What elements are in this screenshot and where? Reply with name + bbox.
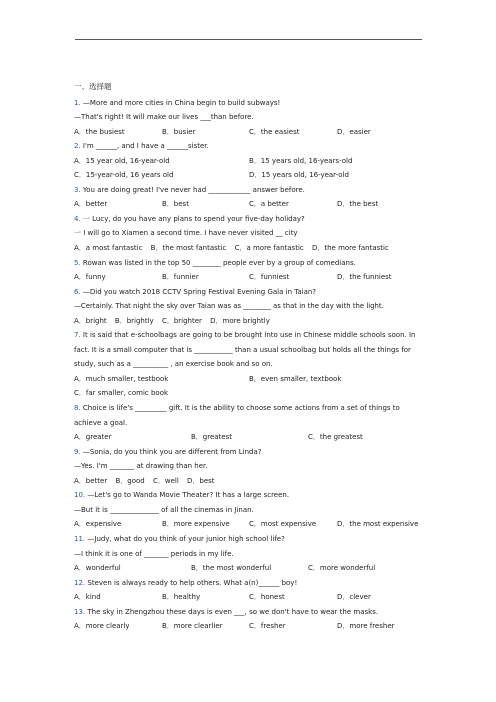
option-c[interactable]: C．more wonderful xyxy=(308,564,376,573)
option-b[interactable]: B．healthy xyxy=(162,593,201,602)
option-c[interactable]: C．the easiest xyxy=(249,127,300,136)
question-11-options xyxy=(74,561,424,576)
question-text: Choice is life's _________ gift. It is the ability to choose some actions from a set of things to achieve a goal. xyxy=(74,404,400,427)
question-6-options xyxy=(74,314,424,329)
question-number: 13. xyxy=(74,607,86,616)
question-10-options xyxy=(74,517,424,532)
option-c[interactable]: C．brighter xyxy=(161,316,202,325)
option-d[interactable]: D．the best xyxy=(337,200,379,209)
question-text: It is said that e-schoolbags are going to be brought into use in Chinese middle schools soon. In fact. It is a small computer that is ___________ than a usual schoolbag but holds all the things for study, such as a __________ , an exercise book and so on. xyxy=(74,331,416,369)
option-d[interactable]: D．more brightly xyxy=(210,316,270,325)
option-a[interactable]: A．expensive xyxy=(74,520,122,529)
question-text: —Let's go to Wanda Movie Theater? It has a large screen. xyxy=(87,491,290,500)
question-6-line2: —Certainly. That night the sky over Taian was as ________ as that in the day with the light. xyxy=(74,302,384,311)
question-2-stem xyxy=(74,139,424,154)
question-number: 7. xyxy=(74,331,81,340)
question-1-stem xyxy=(74,96,424,111)
question-5-stem xyxy=(74,256,424,271)
option-d[interactable]: D．15 years old, 16-year-old xyxy=(249,171,349,180)
question-3-stem xyxy=(74,183,424,198)
option-b[interactable]: B．best xyxy=(162,200,189,209)
option-c[interactable]: C．fresher xyxy=(249,622,286,631)
question-10-stem xyxy=(74,488,424,503)
question-text: You are doing great! I've never had ____________ answer before. xyxy=(82,185,305,194)
option-d[interactable]: D．the more fantastic xyxy=(311,244,389,253)
question-1-line2: —That's right! It will make our lives ___than before. xyxy=(74,113,254,122)
option-a[interactable]: A．funny xyxy=(74,273,106,282)
option-c[interactable]: C．15-year-old, 16 years old xyxy=(74,171,174,180)
question-7-stem xyxy=(74,328,424,372)
option-d[interactable]: D．the most expensive xyxy=(337,520,419,529)
question-number: 4. xyxy=(74,214,81,223)
option-b[interactable]: B．more clearlier xyxy=(162,622,223,631)
option-a[interactable]: A．a most fantastic xyxy=(74,244,143,253)
header-rule xyxy=(75,39,422,40)
question-text: —More and more cities in China begin to build subways! xyxy=(82,98,281,107)
question-9-options xyxy=(74,474,424,489)
option-a[interactable]: A．greater xyxy=(74,433,112,442)
option-a[interactable]: A．15 year old, 16-year-old xyxy=(74,156,170,165)
question-number: 5. xyxy=(74,258,81,267)
option-a[interactable]: A．wonderful xyxy=(74,564,121,573)
question-text: I'm ______, and I have a ______sister. xyxy=(82,142,209,151)
question-sheet xyxy=(74,80,424,634)
option-b[interactable]: B．busier xyxy=(162,127,196,136)
option-a[interactable]: A．the busiest xyxy=(74,127,125,136)
question-3-options xyxy=(74,197,424,212)
option-c[interactable]: C．far smaller, comic book xyxy=(74,389,169,398)
option-b[interactable]: B．the most fantastic xyxy=(150,244,227,253)
question-number: 11. xyxy=(74,534,86,543)
option-a[interactable]: A．better xyxy=(74,476,108,485)
question-2-options-row2 xyxy=(74,168,424,183)
question-number: 9. xyxy=(74,447,81,456)
option-c[interactable]: C．honest xyxy=(249,593,285,602)
question-8-stem xyxy=(74,401,424,430)
option-b[interactable]: B．15 years old, 16-years-old xyxy=(249,156,353,165)
option-c[interactable]: C．funniest xyxy=(249,273,290,282)
option-a[interactable]: A．bright xyxy=(74,316,107,325)
section-title: 一、选择题 xyxy=(74,82,112,91)
question-2-options-row1 xyxy=(74,154,424,169)
question-9-stem xyxy=(74,445,424,460)
question-number: 6. xyxy=(74,287,81,296)
question-12-stem xyxy=(74,576,424,591)
option-d[interactable]: D．best xyxy=(187,476,215,485)
question-number: 3. xyxy=(74,185,81,194)
option-a[interactable]: A．much smaller, testbook xyxy=(74,374,169,383)
option-c[interactable]: C．a more fantastic xyxy=(234,244,304,253)
option-b[interactable]: B．greatest xyxy=(191,433,233,442)
question-number: 8. xyxy=(74,404,81,413)
question-number: 12. xyxy=(74,578,86,587)
option-b[interactable]: B．the most wonderful xyxy=(191,564,272,573)
question-6-stem xyxy=(74,285,424,300)
question-text: —Judy, what do you think of your junior high school life? xyxy=(87,534,285,543)
question-number: 1. xyxy=(74,98,81,107)
option-d[interactable]: D．more fresher xyxy=(337,622,395,631)
question-4-stem xyxy=(74,212,424,227)
question-11-stem xyxy=(74,532,424,547)
question-1-options xyxy=(74,125,424,140)
option-b[interactable]: B．even smaller, textbook xyxy=(249,374,342,383)
question-number: 10. xyxy=(74,491,86,500)
option-a[interactable]: A．better xyxy=(74,200,108,209)
option-d[interactable]: D．easier xyxy=(337,127,371,136)
option-c[interactable]: C．a better xyxy=(249,200,289,209)
question-5-options xyxy=(74,270,424,285)
option-a[interactable]: A．more clearly xyxy=(74,622,130,631)
question-7-options-row1 xyxy=(74,372,424,387)
question-text: —Did you watch 2018 CCTV Spring Festival Evening Gala in Taian? xyxy=(82,287,317,296)
question-7-options-row2 xyxy=(74,386,424,401)
option-c[interactable]: C．most expensive xyxy=(249,520,317,529)
option-d[interactable]: D．the funniest xyxy=(337,273,392,282)
question-4-line2: 一 I will go to Xiamen a second time. I have never visited __ city xyxy=(74,229,298,238)
question-13-options xyxy=(74,619,424,634)
question-text: —Sonia, do you think you are different from Linda? xyxy=(82,447,262,456)
question-9-line2: —Yes. I'm _______ at drawing than her. xyxy=(74,462,208,471)
question-12-options xyxy=(74,590,424,605)
question-text: The sky in Zhengzhou these days is even ___, so we don't have to wear the masks. xyxy=(87,607,379,616)
option-c[interactable]: C．the greatest xyxy=(308,433,363,442)
option-b[interactable]: B．funnier xyxy=(162,273,199,282)
question-text: Steven is always ready to help others. What a(n)______ boy! xyxy=(87,578,298,587)
question-10-line2: —But it is ______________ of all the cinemas in Jinan. xyxy=(74,505,254,514)
option-b[interactable]: B．brightly xyxy=(114,316,154,325)
question-text: Rowan was listed in the top 50 ________ people ever by a group of comedians. xyxy=(82,258,356,267)
option-b[interactable]: B．good xyxy=(115,476,145,485)
question-text: 一 Lucy, do you have any plans to spend your five-day holiday? xyxy=(82,214,305,223)
question-11-line2: —I think it is one of _______ periods in my life. xyxy=(74,549,234,558)
option-c[interactable]: C．well xyxy=(152,476,179,485)
question-4-options xyxy=(74,241,424,256)
question-13-stem xyxy=(74,605,424,620)
option-d[interactable]: D．clever xyxy=(337,593,371,602)
option-a[interactable]: A．kind xyxy=(74,593,101,602)
option-b[interactable]: B．more expensive xyxy=(162,520,230,529)
question-number: 2. xyxy=(74,142,81,151)
question-8-options xyxy=(74,430,424,445)
